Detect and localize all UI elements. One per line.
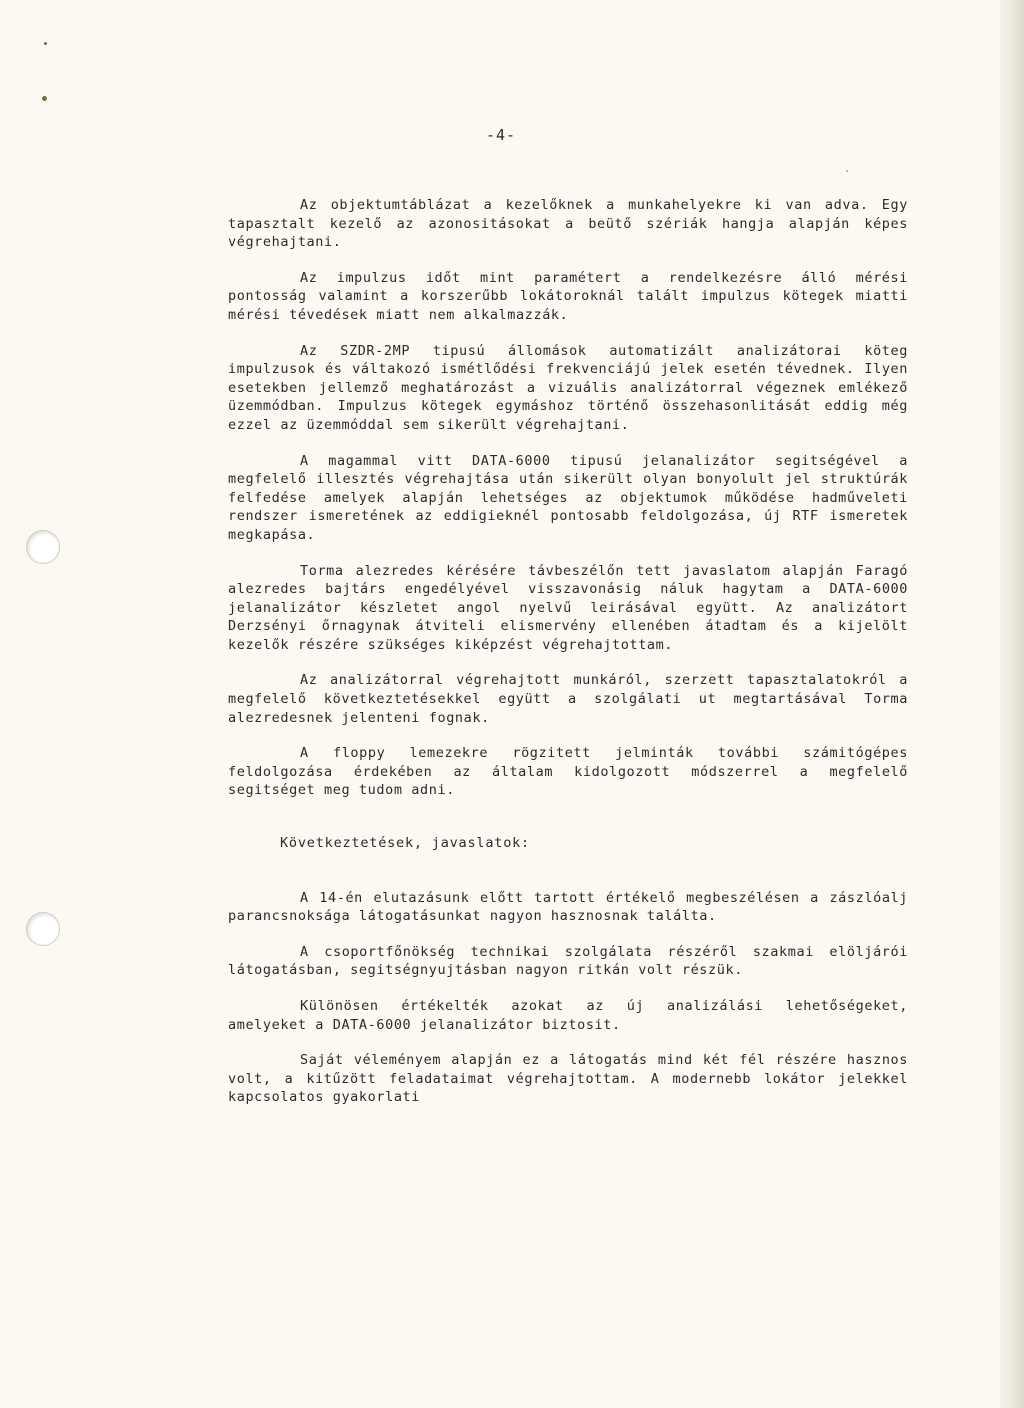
paper-edge-shadow xyxy=(1000,0,1024,1408)
paragraph: A floppy lemezekre rögzitett jelminták további számitógépes feldolgozása érdekében az általam kidolgozott módszerrel a megfelelő segitséget meg tudom adni. xyxy=(228,745,908,799)
paper-speck xyxy=(846,170,848,172)
typewritten-body xyxy=(228,196,908,1124)
paragraph: Az SZDR-2MP tipusú állomások automatizált analizátorai köteg impulzusok és váltakozó ismétlődési frekvenciájú jelek esetén tévednek. Ilyen esetekben jellemző meghatározást a vizuális analizátorral végeznek emlékező üzemmódban. Impulzus kötegek egymáshoz történő összehasonlitását eddig még ezzel az üzemmóddal sem sikerült végrehajtani. xyxy=(228,342,908,433)
punch-hole xyxy=(26,530,60,564)
conclusion-paragraph: A csoportfőnökség technikai szolgálata részéről szakmai elöljárói látogatásban, segitségnyujtásban nagyon ritkán volt részük. xyxy=(228,943,908,979)
paragraph: Az impulzus időt mint paramétert a rendelkezésre álló mérési pontosság valamint a korszerűbb lokátoroknál talált impulzus kötegek miatti mérési tévedések miatt nem alkalmazzák. xyxy=(228,269,908,323)
section-heading: Következtetések, javaslatok: xyxy=(280,835,530,852)
paragraph: Az objektumtáblázat a kezelőknek a munkahelyekre ki van adva. Egy tapasztalt kezelő az azonositásokat a beütő szériák hangja alapján képes végrehajtani. xyxy=(228,197,908,251)
conclusion-paragraph: Különösen értékelték azokat az új analizálási lehetőségeket, amelyeket a DATA-6000 jelanalizátor biztosit. xyxy=(228,998,908,1033)
paper-speck xyxy=(42,96,47,101)
paragraph: Torma alezredes kérésére távbeszélőn tett javaslatom alapján Faragó alezredes bajtárs engedélyével visszavonásig náluk hagytam a DATA-6000 jelanalizátor készletet angol nyelvű leirásával együtt. Az analizátort Derzsényi őrnagynak átviteli elismervény ellenében átadtam és a kijelölt kezelők részére szükséges kiképzést végrehajtottam. xyxy=(228,562,908,653)
paragraph: A magammal vitt DATA-6000 tipusú jelanalizátor segitségével a megfelelő illesztés végrehajtása után sikerült olyan bonyolult jel struktúrák felfedése amelyek alapján lehetséges az objektumok működése hadműveleti rendszer ismeretének az eddigieknél pontosabb feldolgozása, új RTF ismeretek megkapása. xyxy=(228,452,908,543)
paper-speck xyxy=(44,42,47,45)
punch-hole xyxy=(26,912,60,946)
conclusion-paragraph: Saját véleményem alapján ez a látogatás mind két fél részére hasznos volt, a kitűzött feladataimat végrehajtottam. A modernebb lokátor jelekkel kapcsolatos gyakorlati xyxy=(228,1052,908,1106)
page-number: -4- xyxy=(486,126,517,144)
conclusion-paragraph: A 14-én elutazásunk előtt tartott értékelő megbeszélésen a zászlóalj parancsnoksága látogatásunkat nagyon hasznosnak találta. xyxy=(228,889,908,925)
paragraph: Az analizátorral végrehajtott munkáról, szerzett tapasztalatokról a megfelelő következtetésekkel együtt a szolgálati ut megtartásával Torma alezredesnek jelenteni fognak. xyxy=(228,672,908,726)
